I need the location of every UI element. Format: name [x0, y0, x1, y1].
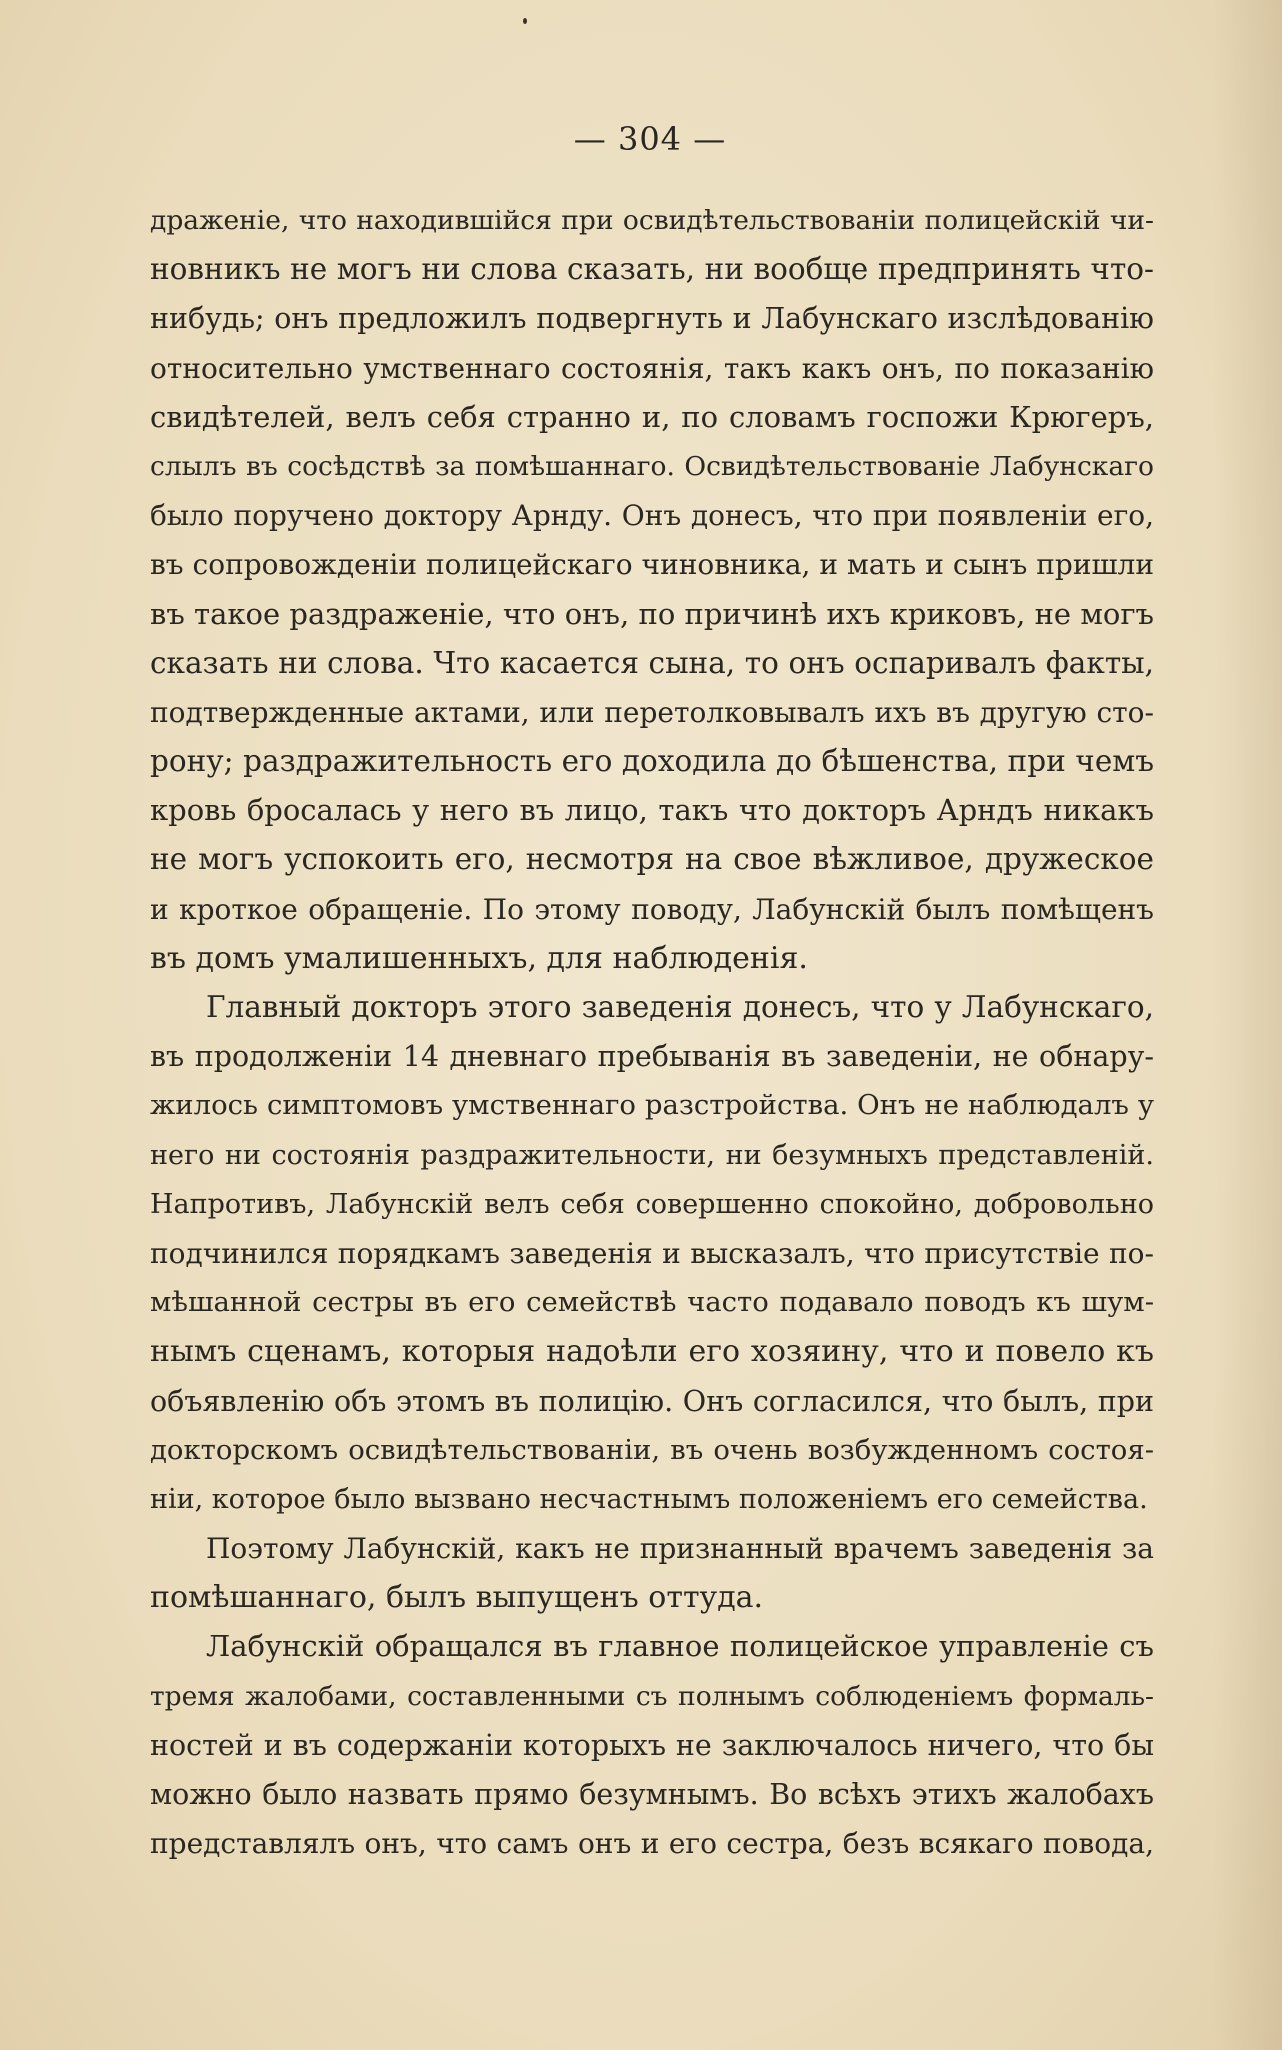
text-line: относительно умственнаго состоянія, такъ какъ онъ, по показанію [150, 351, 1154, 385]
body-text [150, 196, 1154, 1868]
text-line: жилось симптомовъ умственнаго разстройства. Онъ не наблюдалъ у [150, 1089, 1154, 1122]
text-line: ніи, которое было вызвано несчастнымъ положеніемъ его семейства. [150, 1483, 1148, 1515]
text-line: подчинился порядкамъ заведенія и высказалъ, что присутствіе по- [150, 1236, 1154, 1270]
text-line: кровь бросалась у него въ лицо, такъ что докторъ Арндъ никакъ [150, 793, 1154, 828]
text-line: представлялъ онъ, что самъ онъ и его сестра, безъ всякаго повода, [150, 1827, 1154, 1861]
text-line: рону; раздражительность его доходила до бѣшенства, при чемъ [150, 744, 1154, 779]
ink-speck [523, 18, 527, 24]
text-line: въ домъ умалишенныхъ, для наблюденія. [150, 940, 808, 976]
text-line: нымъ сценамъ, которыя надоѣли его хозяину, что и повело къ [150, 1334, 1154, 1370]
text-line: Поэтому Лабунскій, какъ не признанный врачемъ заведенія за [206, 1532, 1154, 1566]
text-line: докторскомъ освидѣтельствованіи, въ очень возбужденномъ состоя- [150, 1433, 1154, 1466]
page-edge-shadow [1212, 0, 1282, 2050]
text-line: нибудь; онъ предложилъ подвергнуть и Лабунскаго изслѣдованію [150, 302, 1154, 336]
text-line: было поручено доктору Арнду. Онъ донесъ, что при появленіи его, [150, 499, 1154, 533]
text-line: тремя жалобами, составленными съ полнымъ соблюденіемъ формаль- [150, 1680, 1154, 1712]
text-line: въ сопровожденіи полицейскаго чиновника, и мать и сынъ пришли [150, 548, 1154, 582]
text-line: подтвержденные актами, или перетолковывалъ ихъ въ другую сто- [150, 695, 1154, 729]
text-line: сказать ни слова. Что касается сына, то онъ оспаривалъ факты, [150, 645, 1154, 680]
text-line: слылъ въ сосѣдствѣ за помѣшаннаго. Освидѣтельствованіе Лабунскаго [150, 450, 1154, 482]
text-line: новникъ не могъ ни слова сказать, ни вообще предпринять что- [150, 252, 1154, 287]
text-line: можно было назвать прямо безумнымъ. Во всѣхъ этихъ жалобахъ [150, 1778, 1154, 1811]
text-line: Лабунскій обращался въ главное полицейское управленіе съ [206, 1629, 1154, 1664]
text-line: Напротивъ, Лабунскій велъ себя совершенно спокойно, добровольно [150, 1188, 1154, 1220]
text-line: не могъ успокоить его, несмотря на свое вѣжливое, дружеское [150, 842, 1154, 877]
text-line: въ такое раздраженіе, что онъ, по причинѣ ихъ криковъ, не могъ [150, 596, 1154, 631]
page-number: — 304 — [573, 120, 727, 158]
text-line: свидѣтелей, велъ себя странно и, по словамъ госпожи Крюгеръ, [150, 399, 1154, 434]
text-line: него ни состоянія раздражительности, ни безумныхъ представленій. [150, 1139, 1154, 1171]
text-line: ностей и въ содержаніи которыхъ не заключалось ничего, что бы [150, 1728, 1154, 1762]
text-line: мѣшанной сестры въ его семействѣ часто подавало поводъ къ шум- [150, 1286, 1154, 1319]
text-line: объявленію объ этомъ въ полицію. Онъ согласился, что былъ, при [150, 1384, 1154, 1418]
text-line: въ продолженіи 14 дневнаго пребыванія въ заведеніи, не обнару- [150, 1040, 1154, 1074]
text-line: драженіе, что находившійся при освидѣтельствованіи полицейскій чи- [150, 205, 1154, 236]
text-line: Главный докторъ этого заведенія донесъ, что у Лабунскаго, [206, 990, 1154, 1024]
text-line: помѣшаннаго, былъ выпущенъ оттуда. [150, 1580, 764, 1616]
text-line: и кроткое обращеніе. По этому поводу, Лабунскій былъ помѣщенъ [150, 892, 1154, 926]
